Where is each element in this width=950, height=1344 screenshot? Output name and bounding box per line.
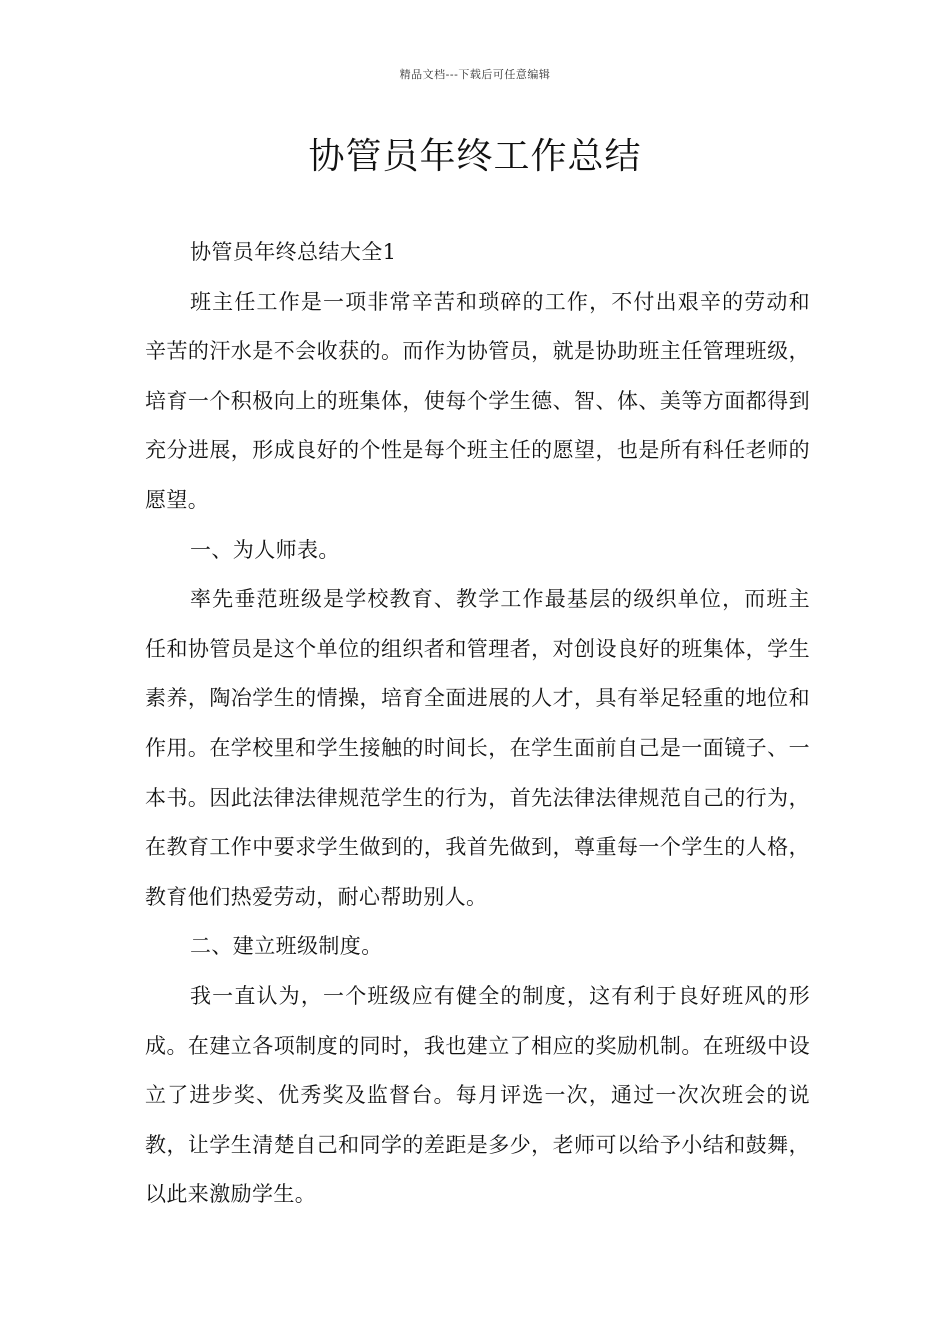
section-heading-summary: 协管员年终总结大全1 [190,240,397,264]
document-title: 协管员年终工作总结 [308,136,642,177]
section-heading-2: 二、建立班级制度。 [190,934,383,959]
paragraph-intro: 班主任工作是一项非常辛苦和琐碎的工作，不付出艰辛的劳动和辛苦的汗水是不会收获的。而作为协管员，就是协助班主任管理班级，培育一个积极向上的班集体，使每个学生德、智、体、美等方面都得到充分进展，形成良好的个性是每个班主任的愿望，也是所有科任老师的愿望。 [145,289,810,512]
paragraph-class-system: 我一直认为，一个班级应有健全的制度，这有利于良好班风的形成。在建立各项制度的同时，我也建立了相应的奖励机制。在班级中设立了进步奖、优秀奖及监督台。每月评选一次，通过一次次班会的说教，让学生清楚自己和同学的差距是多少，老师可以给予小结和鼓舞，以此来激励学生。 [145,983,810,1207]
document-body [145,228,810,1220]
paragraph-role-model: 率先垂范班级是学校教育、教学工作最基层的级织单位，而班主任和协管员是这个单位的组织者和管理者，对创设良好的班集体，学生素养，陶冶学生的情操，培育全面进展的人才，具有举足轻重的地位和作用。在学校里和学生接触的时间长，在学生面前自己是一面镜子、一本书。因此法律法律规范学生的行为，首先法律法律规范自己的行为，在教育工作中要求学生做到的，我首先做到，尊重每一个学生的人格，教育他们热爱劳动，耐心帮助别人。 [145,587,810,909]
section-heading-1: 一、为人师表。 [190,537,340,562]
header-note: 精品文档---下载后可任意编辑 [399,68,551,81]
